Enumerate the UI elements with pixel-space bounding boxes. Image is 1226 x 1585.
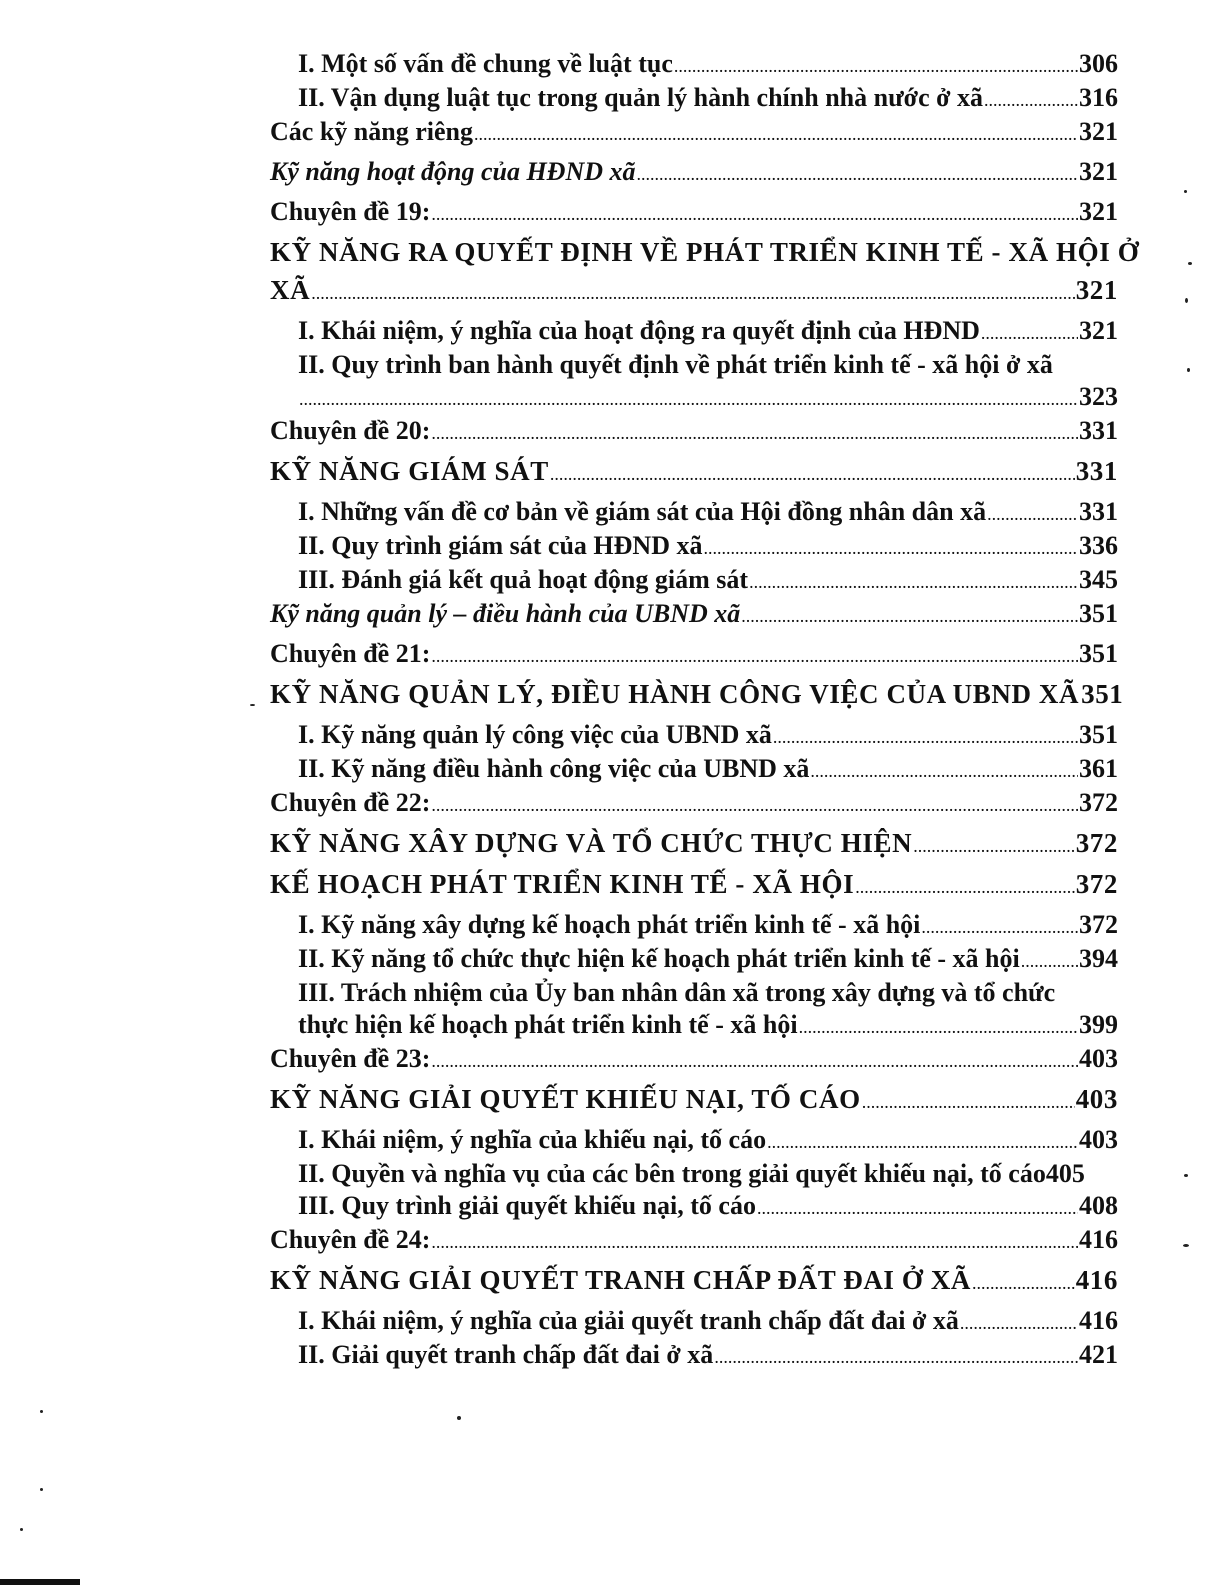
- toc-entry-title: I. Một số vấn đề chung về luật tục: [298, 49, 673, 78]
- toc-entry-title: II. Kỹ năng điều hành công việc của UBND xã: [298, 754, 810, 783]
- toc-row: [270, 598, 1118, 632]
- toc-page-number: 403: [1079, 1044, 1118, 1073]
- toc-row: [270, 719, 1118, 753]
- toc-row: [270, 1043, 1118, 1077]
- toc-page-number: 399: [1079, 1010, 1118, 1039]
- toc-leader-dots: [855, 871, 1074, 903]
- toc-entry-title: I. Kỹ năng xây dựng kế hoạch phát triển kinh tế - xã hội: [298, 910, 921, 939]
- toc-page-number: 321: [1075, 275, 1118, 305]
- toc-entry-title: KỸ NĂNG GIẢI QUYẾT TRANH CHẤP ĐẤT ĐAI Ở XÃ: [270, 1265, 972, 1295]
- toc-entry-title: thực hiện kế hoạch phát triển kinh tế - xã hội: [298, 1010, 798, 1039]
- toc-page-number: 403: [1079, 1125, 1118, 1154]
- toc-leader-dots: [431, 198, 1078, 230]
- toc-row: [270, 82, 1118, 116]
- toc-leader-dots: [637, 158, 1079, 190]
- toc-row: [270, 868, 1118, 903]
- toc-row: [270, 1124, 1118, 1158]
- toc-row: [270, 1190, 1118, 1224]
- toc-row: [270, 753, 1118, 787]
- toc-entry-title: I. Kỹ năng quản lý công việc của UBND xã: [298, 720, 772, 749]
- toc-entry-title: KỸ NĂNG GIÁM SÁT: [270, 456, 549, 486]
- toc-page-number: 421: [1079, 1340, 1118, 1369]
- toc-page-number: 408: [1079, 1191, 1118, 1220]
- toc-leader-dots: [431, 417, 1078, 449]
- scan-speck: [1187, 368, 1190, 372]
- toc-page-number: 351: [1079, 599, 1118, 628]
- toc-leader-dots: [972, 1267, 1075, 1299]
- toc-entry-title: I. Những vấn đề cơ bản về giám sát của Hội đồng nhân dân xã: [298, 497, 987, 526]
- toc-page-number: 336: [1079, 531, 1118, 560]
- toc-leader-dots: [550, 458, 1075, 490]
- toc-page-number: 372: [1079, 910, 1118, 939]
- toc-leader-dots: [810, 755, 1078, 787]
- toc-row: [270, 1158, 1118, 1190]
- toc-page-number: 331: [1079, 416, 1118, 445]
- toc-entry-title: III. Đánh giá kết quả hoạt động giám sát: [298, 565, 749, 594]
- toc-leader-dots: [431, 640, 1078, 672]
- toc-page-number: 372: [1079, 788, 1118, 817]
- toc-leader-dots: [757, 1192, 1078, 1224]
- toc-row: [270, 1264, 1118, 1299]
- toc-entry-title: I. Khái niệm, ý nghĩa của hoạt động ra quyết định của HĐND: [298, 316, 980, 345]
- toc-entry-title: II. Quy trình giám sát của HĐND xã: [298, 531, 703, 560]
- toc-row: [270, 496, 1118, 530]
- toc-leader-dots: [773, 721, 1078, 753]
- toc-row: [270, 274, 1118, 309]
- toc-row: [270, 1009, 1118, 1043]
- toc-leader-dots: [767, 1126, 1078, 1158]
- toc-page-number: 394: [1079, 944, 1118, 973]
- toc-row: [270, 236, 1140, 268]
- toc-leader-dots: [799, 1011, 1078, 1043]
- toc-page-number: 361: [1079, 754, 1118, 783]
- toc-entry-title: II. Vận dụng luật tục trong quản lý hành chính nhà nước ở xã: [298, 83, 984, 112]
- toc-leader-dots: [749, 566, 1078, 598]
- scan-speck: [250, 704, 255, 706]
- toc-row: [270, 349, 1118, 381]
- scan-edge-bar: [0, 1579, 80, 1585]
- toc-entry-title: KỸ NĂNG XÂY DỰNG VÀ TỔ CHỨC THỰC HIỆN: [270, 828, 913, 858]
- toc-leader-dots: [311, 277, 1074, 309]
- toc-row: [270, 415, 1118, 449]
- scan-speck: [1184, 190, 1187, 193]
- toc-leader-dots: [474, 118, 1078, 150]
- toc-row: [270, 827, 1118, 862]
- toc-leader-dots: [431, 1226, 1078, 1258]
- toc-row: [270, 455, 1118, 490]
- toc-entry-title: III. Quy trình giải quyết khiếu nại, tố cáo: [298, 1191, 756, 1220]
- toc-entry-title: I. Khái niệm, ý nghĩa của khiếu nại, tố cáo: [298, 1125, 767, 1154]
- toc-row: [270, 638, 1118, 672]
- toc-entry-title: III. Trách nhiệm của Ủy ban nhân dân xã trong xây dựng và tổ chức: [298, 978, 1056, 1007]
- toc-entry-title: Chuyên đề 19:: [270, 197, 431, 226]
- toc-page-number: 372: [1075, 869, 1118, 899]
- table-of-contents: [270, 48, 1140, 1373]
- toc-row: [270, 381, 1118, 415]
- toc-entry-title: II. Quyền và nghĩa vụ của các bên trong giải quyết khiếu nại, tố cáo405: [298, 1159, 1085, 1188]
- toc-row: [270, 116, 1118, 150]
- scan-speck: [1184, 1174, 1188, 1177]
- toc-leader-dots: [981, 317, 1078, 349]
- toc-entry-title: I. Khái niệm, ý nghĩa của giải quyết tranh chấp đất đai ở xã: [298, 1306, 959, 1335]
- toc-page-number: 351: [1079, 720, 1118, 749]
- toc-row: [270, 678, 1124, 713]
- toc-leader-dots: [862, 1086, 1075, 1118]
- toc-entry-title: KỸ NĂNG GIẢI QUYẾT KHIẾU NẠI, TỐ CÁO: [270, 1084, 861, 1114]
- toc-row: [270, 1224, 1118, 1258]
- toc-leader-dots: [913, 830, 1074, 862]
- toc-row: [270, 48, 1118, 82]
- toc-page-number: 345: [1079, 565, 1118, 594]
- scan-speck: [40, 1410, 43, 1413]
- scan-speck: [457, 1416, 461, 1420]
- toc-row: [270, 943, 1118, 977]
- toc-page-number: 351: [1079, 639, 1118, 668]
- toc-page-number: 321: [1079, 157, 1118, 186]
- toc-entry-title: KỸ NĂNG RA QUYẾT ĐỊNH VỀ PHÁT TRIỂN KINH TẾ - XÃ HỘI Ở: [270, 237, 1140, 267]
- toc-page-number: 323: [1079, 382, 1118, 411]
- scan-speck: [1183, 1244, 1189, 1247]
- toc-page-number: 306: [1079, 49, 1118, 78]
- toc-entry-title: Chuyên đề 23:: [270, 1044, 431, 1073]
- toc-leader-dots: [984, 84, 1078, 116]
- toc-page-number: 351: [1081, 679, 1124, 709]
- toc-entry-title: KẾ HOẠCH PHÁT TRIỂN KINH TẾ - XÃ HỘI: [270, 869, 855, 899]
- toc-leader-dots: [1021, 945, 1078, 977]
- toc-leader-dots: [714, 1341, 1078, 1373]
- toc-entry-title: II. Giải quyết tranh chấp đất đai ở xã: [298, 1340, 714, 1369]
- toc-page-number: 331: [1079, 497, 1118, 526]
- toc-entry-title: XÃ: [270, 275, 311, 305]
- scan-speck: [1188, 262, 1192, 265]
- toc-page-number: 372: [1075, 828, 1118, 858]
- toc-leader-dots: [703, 532, 1078, 564]
- toc-entry-title: II. Quy trình ban hành quyết định về phát triển kinh tế - xã hội ở xã: [298, 350, 1053, 379]
- toc-leader-dots: [960, 1307, 1078, 1339]
- toc-row: [270, 787, 1118, 821]
- toc-entry-title: II. Kỹ năng tổ chức thực hiện kế hoạch phát triển kinh tế - xã hội: [298, 944, 1020, 973]
- toc-row: [270, 1339, 1118, 1373]
- toc-leader-dots: [674, 50, 1078, 82]
- toc-page-number: 403: [1075, 1084, 1118, 1114]
- toc-page-number: 321: [1079, 117, 1118, 146]
- toc-row: [270, 196, 1118, 230]
- toc-row: [270, 564, 1118, 598]
- toc-entry-title: KỸ NĂNG QUẢN LÝ, ĐIỀU HÀNH CÔNG VIỆC CỦA UBND XÃ: [270, 679, 1080, 709]
- toc-leader-dots: [987, 498, 1078, 530]
- toc-leader-dots: [431, 789, 1078, 821]
- toc-page-number: 416: [1075, 1265, 1118, 1295]
- scan-speck: [1185, 298, 1188, 303]
- toc-leader-dots: [921, 911, 1078, 943]
- toc-row: [270, 1305, 1118, 1339]
- toc-page-number: 321: [1079, 316, 1118, 345]
- toc-entry-title: Chuyên đề 20:: [270, 416, 431, 445]
- toc-entry-title: Kỹ năng quản lý – điều hành của UBND xã: [270, 599, 741, 628]
- toc-page-number: 316: [1079, 83, 1118, 112]
- toc-entry-title: Kỹ năng hoạt động của HĐND xã: [270, 157, 636, 186]
- toc-leader-dots: [741, 600, 1078, 632]
- toc-leader-dots: [299, 383, 1078, 415]
- toc-page-number: 416: [1079, 1225, 1118, 1254]
- toc-row: [270, 977, 1118, 1009]
- scan-speck: [40, 1488, 43, 1491]
- toc-entry-title: Chuyên đề 22:: [270, 788, 431, 817]
- toc-entry-title: Các kỹ năng riêng: [270, 117, 473, 146]
- toc-row: [270, 315, 1118, 349]
- toc-page-number: 416: [1079, 1306, 1118, 1335]
- toc-page-number: 321: [1079, 197, 1118, 226]
- toc-row: [270, 909, 1118, 943]
- toc-entry-title: Chuyên đề 21:: [270, 639, 431, 668]
- toc-page-number: 331: [1075, 456, 1118, 486]
- toc-row: [270, 1083, 1118, 1118]
- toc-row: [270, 530, 1118, 564]
- toc-entry-title: Chuyên đề 24:: [270, 1225, 431, 1254]
- toc-row: [270, 156, 1118, 190]
- scan-speck: [20, 1528, 23, 1531]
- toc-leader-dots: [431, 1045, 1078, 1077]
